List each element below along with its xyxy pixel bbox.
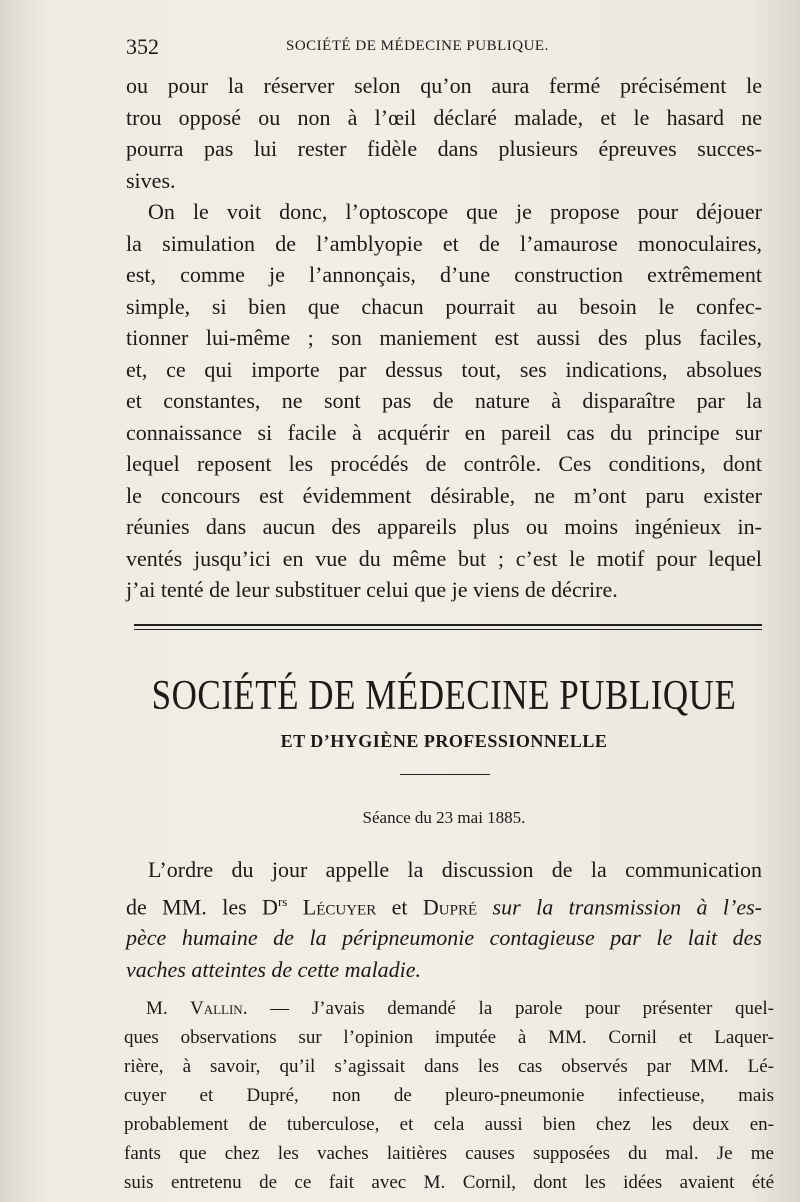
paragraph-optoscope-end: [126, 70, 762, 196]
page-header: [126, 34, 756, 62]
text-line: [124, 994, 774, 1023]
paragraph-optoscope-conclusion: [126, 196, 762, 606]
section-subtitle: ET D’HYGIÈNE PROFESSIONNELLE: [280, 731, 608, 751]
section-title: SOCIÉTÉ DE MÉDECINE PUBLIQUE: [151, 672, 737, 719]
running-head: SOCIÉTÉ DE MÉDECINE PUBLIQUE.: [286, 38, 549, 54]
paragraph-vallin: [124, 994, 774, 1197]
text-line: connaissance si facile à acquérir en pareil cas du principe sur: [126, 419, 762, 445]
text-line: réunies dans aucun des appareils plus ou moins ingénieux in-: [126, 514, 762, 539]
text-line: On le voit donc, l’optoscope que je propose pour déjouer: [148, 199, 762, 224]
text-line: suis entretenu de ce fait avec M. Cornil, dont les idées avaient été: [124, 1172, 774, 1193]
text-line: cuyer et Dupré, non de pleuro-pneumonie infectieuse, mais: [124, 1085, 774, 1106]
text-line: et constantes, ne sont pas de nature à disparaître par la: [126, 388, 762, 413]
text-fragment: et: [376, 893, 423, 919]
text-fragment: de MM. les D: [126, 893, 278, 919]
text-line: sives.: [126, 167, 176, 193]
title-underline: [400, 774, 490, 775]
italic-title: sur la transmission à l’es-: [477, 893, 762, 919]
session-date: Séance du 23 mai 1885.: [362, 808, 526, 827]
text-line: rière, à savoir, qu’il s’agissait dans les cas observés par MM. Lé-: [124, 1056, 774, 1077]
superscript: rs: [277, 893, 288, 909]
text-line: vaches atteintes de cette maladie.: [126, 956, 422, 982]
text-line: probablement de tuberculose, et cela aussi bien chez les deux en-: [124, 1114, 774, 1135]
text-line: lequel reposent les procédés de contrôle. Ces conditions, dont: [126, 451, 762, 476]
text-line: pourra pas lui rester fidèle dans plusieurs épreuves succes-: [126, 136, 762, 161]
paragraph-order-of-day: [126, 854, 762, 985]
text-line: ou pour la réserver selon qu’on aura fermé précisément le: [126, 73, 762, 98]
text-line: le concours est évidemment désirable, ne m’ont paru exister: [126, 482, 762, 508]
text-line: est, comme je l’annonçais, d’une construction extrêmement: [126, 262, 762, 287]
text-line: pèce humaine de la péripneumonie contagieuse par le lait des: [126, 925, 762, 951]
speaker-name: M. Vallin.: [146, 998, 248, 1019]
text-line: la simulation de l’amblyopie et de l’amaurose monoculaires,: [126, 230, 762, 256]
text-line: tionner lui-même ; son maniement est aussi des plus faciles,: [126, 325, 762, 350]
text-line: simple, si bien que chacun pourrait au besoin le confec-: [126, 293, 762, 319]
author-name: Dupré: [422, 893, 478, 919]
text-line: et, ce qui importe par dessus tout, ses indications, absolues: [126, 356, 762, 382]
text-line: trou opposé ou non à l’œil déclaré malade, et le hasard ne: [126, 104, 762, 130]
text-line: ques observations sur l’opinion imputée à MM. Cornil et Laquer-: [124, 1027, 774, 1048]
author-name: Lécuyer: [287, 893, 377, 919]
section-divider-top: [134, 624, 762, 626]
text-line: [126, 886, 762, 923]
text-line: ventés jusqu’ici en vue du même but ; c’est le motif pour lequel: [126, 545, 762, 571]
text-line: fants que chez les vaches laitières causes supposées du mal. Je me: [124, 1143, 774, 1164]
text-fragment: — J’avais demandé la parole pour présenter quel-: [247, 998, 774, 1019]
text-line: j’ai tenté de leur substituer celui que je viens de décrire.: [126, 577, 618, 602]
page-number: 352: [126, 34, 159, 59]
section-divider-bottom: [134, 629, 762, 630]
text-line: L’ordre du jour appelle la discussion de la communication: [148, 857, 762, 882]
